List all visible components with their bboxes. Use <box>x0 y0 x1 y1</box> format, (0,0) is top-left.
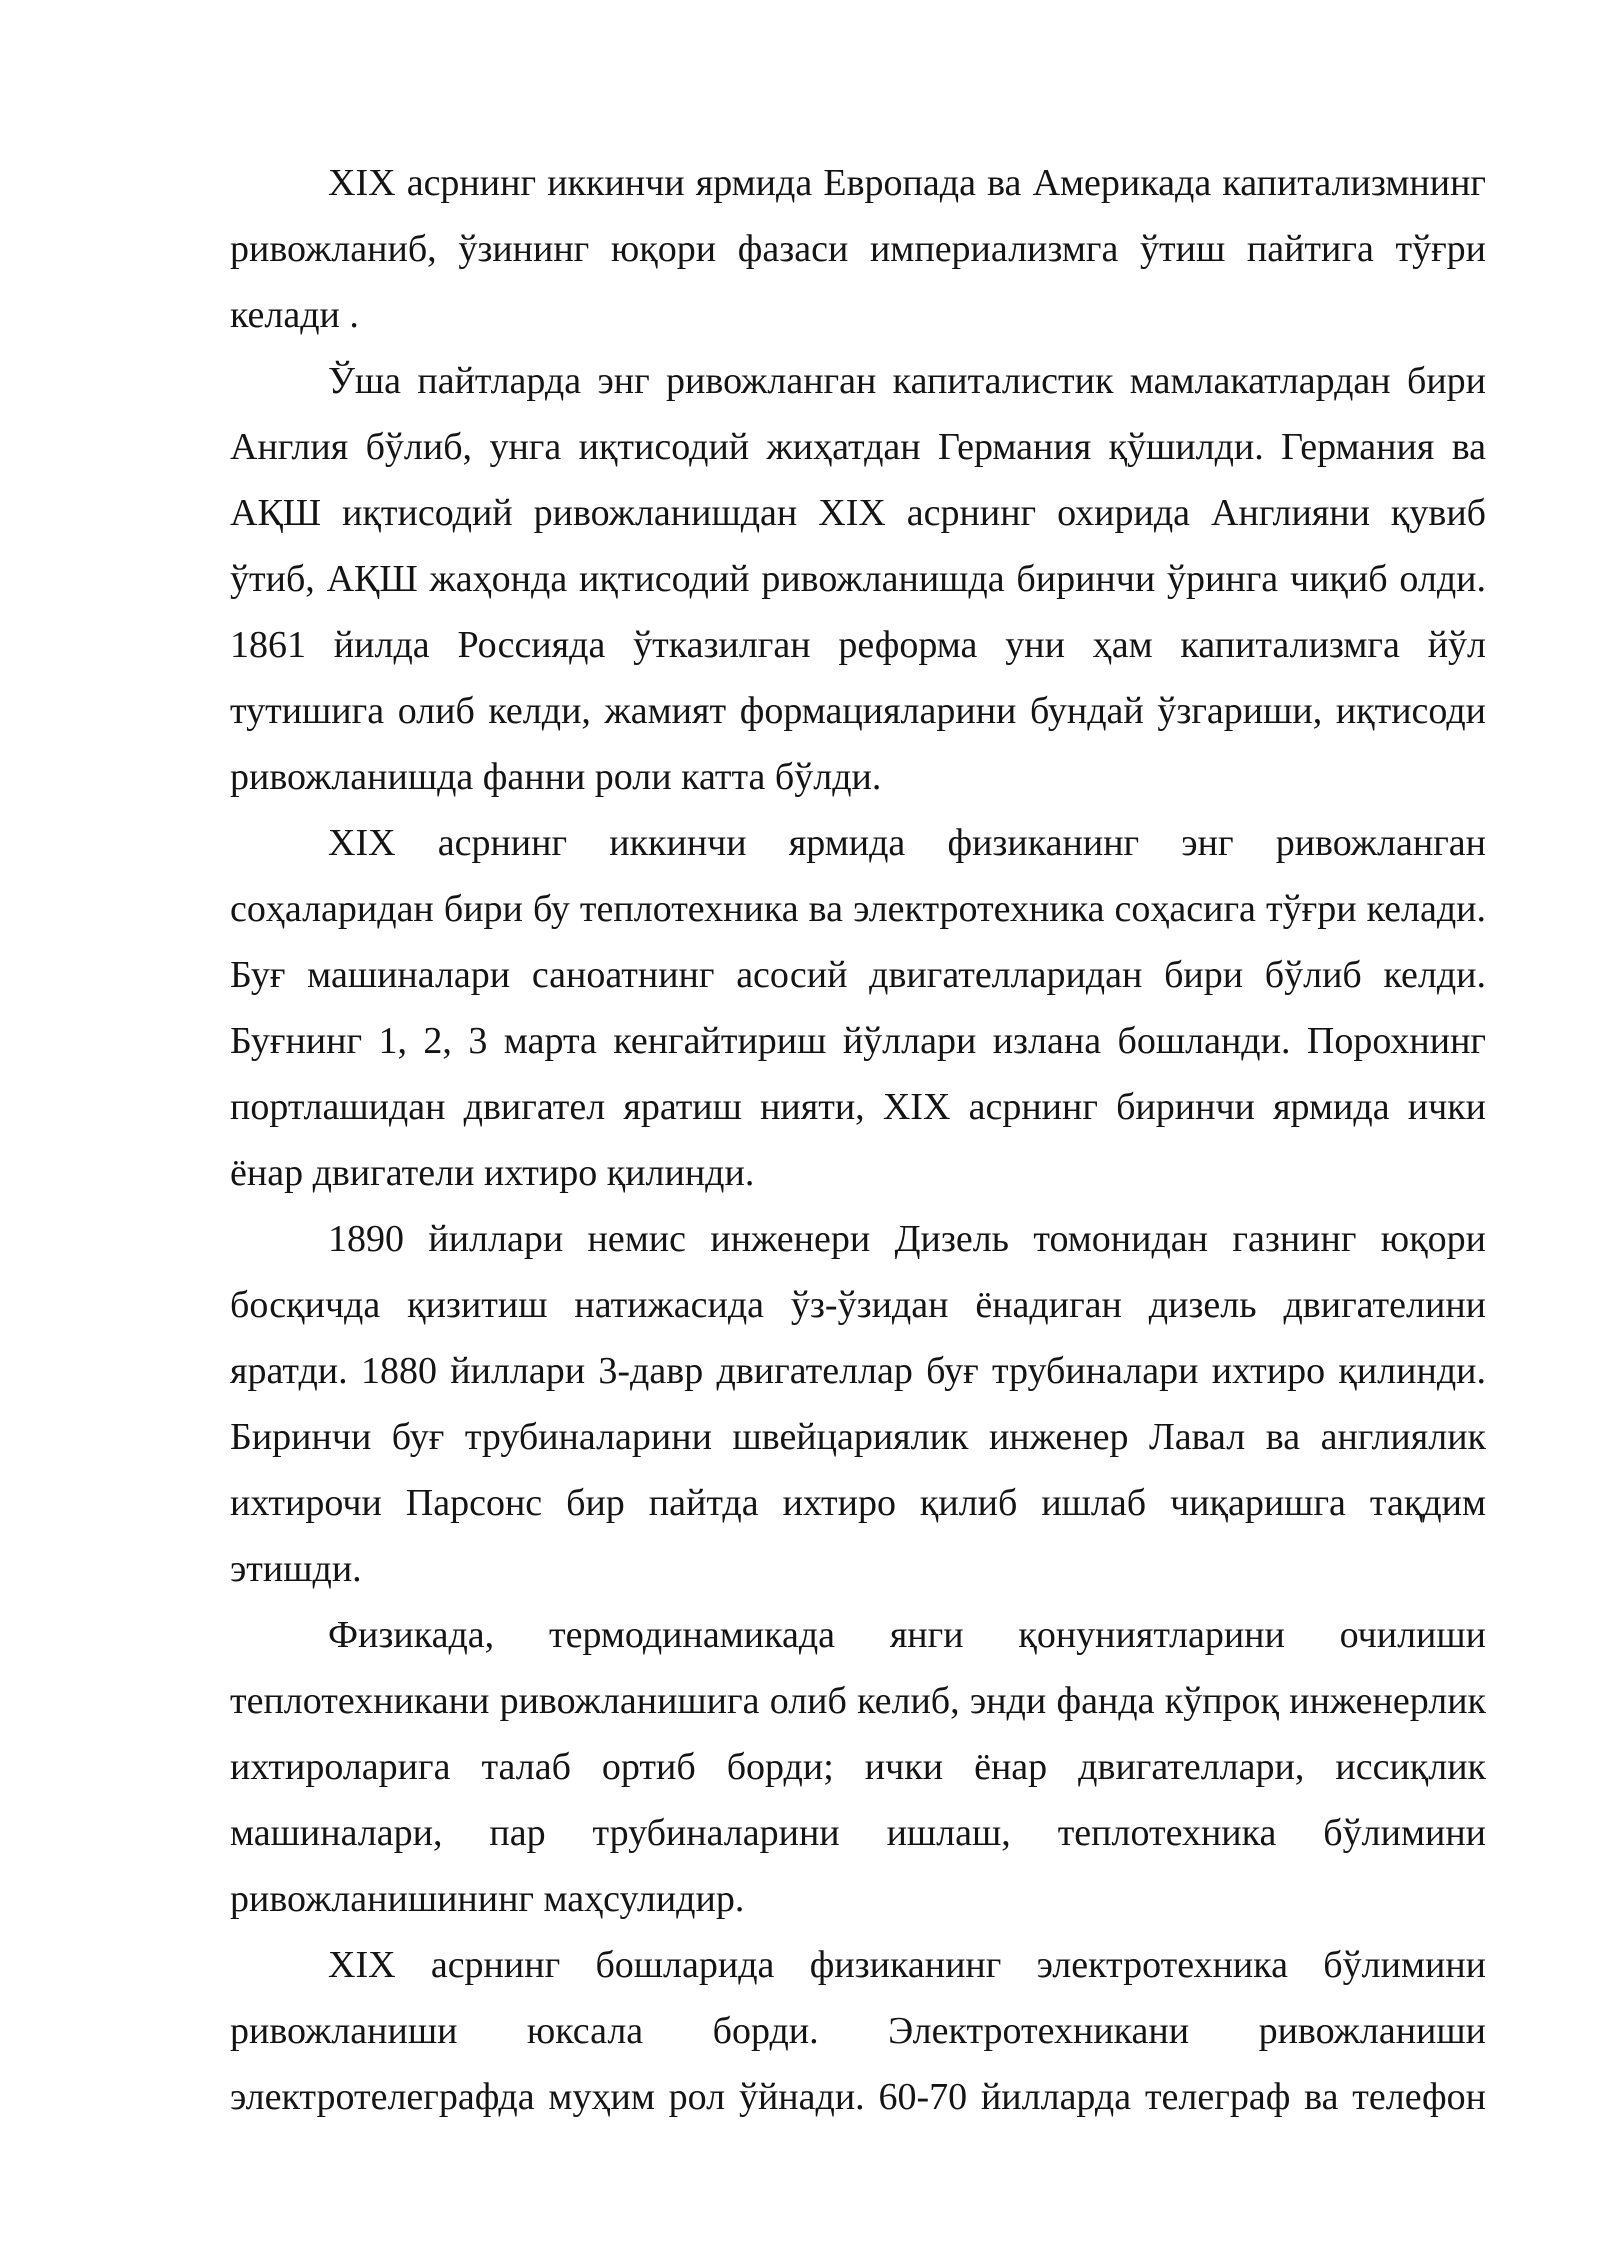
text-line: XIX асрнинг иккинчи ярмида физиканинг энг ривожланган <box>328 822 1486 864</box>
paragraph-4 <box>230 1206 1486 1602</box>
text-line: портлашидан двигател яратиш нияти, XIX асрнинг биринчи ярмида ички <box>230 1086 1486 1128</box>
text-line: этишди. <box>230 1548 362 1590</box>
text-line: теплотехникани ривожланишига олиб келиб, энди фанда кўпроқ инженерлик <box>230 1680 1486 1722</box>
text-line: XIX асрнинг иккинчи ярмида Европада ва Америкада капитализмнинг <box>328 162 1486 204</box>
paragraph-1 <box>230 150 1486 348</box>
paragraph-2 <box>230 348 1486 810</box>
text-line: Биринчи буғ трубиналарини швейцариялик инженер Лавал ва англиялик <box>230 1416 1486 1458</box>
text-line: ривожланишда фанни роли катта бўлди. <box>230 756 882 798</box>
text-line: ривожланиши юксала борди. Электротехникани ривожланиши <box>230 2010 1486 2052</box>
text-line: ихтирочи Парсонс бир пайтда ихтиро қилиб ишлаб чиқаришга тақдим <box>230 1482 1486 1524</box>
text-line: ривожланишининг маҳсулидир. <box>230 1878 745 1920</box>
paragraph-6 <box>230 1932 1486 2130</box>
text-line: ривожланиб, ўзининг юқори фазаси империализмга ўтиш пайтига тўғри <box>230 228 1486 270</box>
text-line: Англия бўлиб, унга иқтисодий жиҳатдан Германия қўшилди. Германия ва <box>230 426 1486 468</box>
text-line: Физикада, термодинамикада янги қонуниятларини очилиши <box>328 1614 1486 1656</box>
text-line: АҚШ иқтисодий ривожланишдан XIX асрнинг охирида Англияни қувиб <box>230 492 1486 534</box>
text-line: машиналари, пар трубиналарини ишлаш, теплотехника бўлимини <box>230 1812 1486 1854</box>
paragraph-5 <box>230 1602 1486 1932</box>
text-line: ўтиб, АҚШ жаҳонда иқтисодий ривожланишда биринчи ўринга чиқиб олди. <box>230 558 1486 600</box>
text-line: тутишига олиб келди, жамият формацияларини бундай ўзгариши, иқтисоди <box>230 690 1486 732</box>
text-line: XIX асрнинг бошларида физиканинг электротехника бўлимини <box>328 1944 1486 1986</box>
text-line: яратди. 1880 йиллари 3-давр двигателлар буғ трубиналари ихтиро қилинди. <box>230 1350 1486 1392</box>
text-line: келади . <box>230 294 359 336</box>
text-line: Ўша пайтларда энг ривожланган капиталистик мамлакатлардан бири <box>328 360 1486 402</box>
text-line: 1890 йиллари немис инженери Дизель томонидан газнинг юқори <box>328 1218 1486 1260</box>
text-line: электротелеграфда муҳим рол ўйнади. 60-70 йилларда телеграф ва телефон <box>230 2076 1486 2118</box>
text-line: босқичда қизитиш натижасида ўз-ўзидан ёнадиган дизель двигателини <box>230 1284 1486 1326</box>
paragraph-3 <box>230 810 1486 1206</box>
text-line: ихтироларига талаб ортиб борди; ички ёнар двигателлари, иссиқлик <box>230 1746 1486 1788</box>
document-body <box>230 150 1486 2130</box>
text-line: ёнар двигатели ихтиро қилинди. <box>230 1152 755 1194</box>
text-line: 1861 йилда Россияда ўтказилган реформа уни ҳам капитализмга йўл <box>230 624 1486 666</box>
text-line: Буғ машиналари саноатнинг асосий двигателларидан бири бўлиб келди. <box>230 954 1486 996</box>
text-line: Буғнинг 1, 2, 3 марта кенгайтириш йўллари излана бошланди. Порохнинг <box>230 1020 1486 1062</box>
text-line: соҳаларидан бири бу теплотехника ва электротехника соҳасига тўғри келади. <box>230 888 1486 930</box>
